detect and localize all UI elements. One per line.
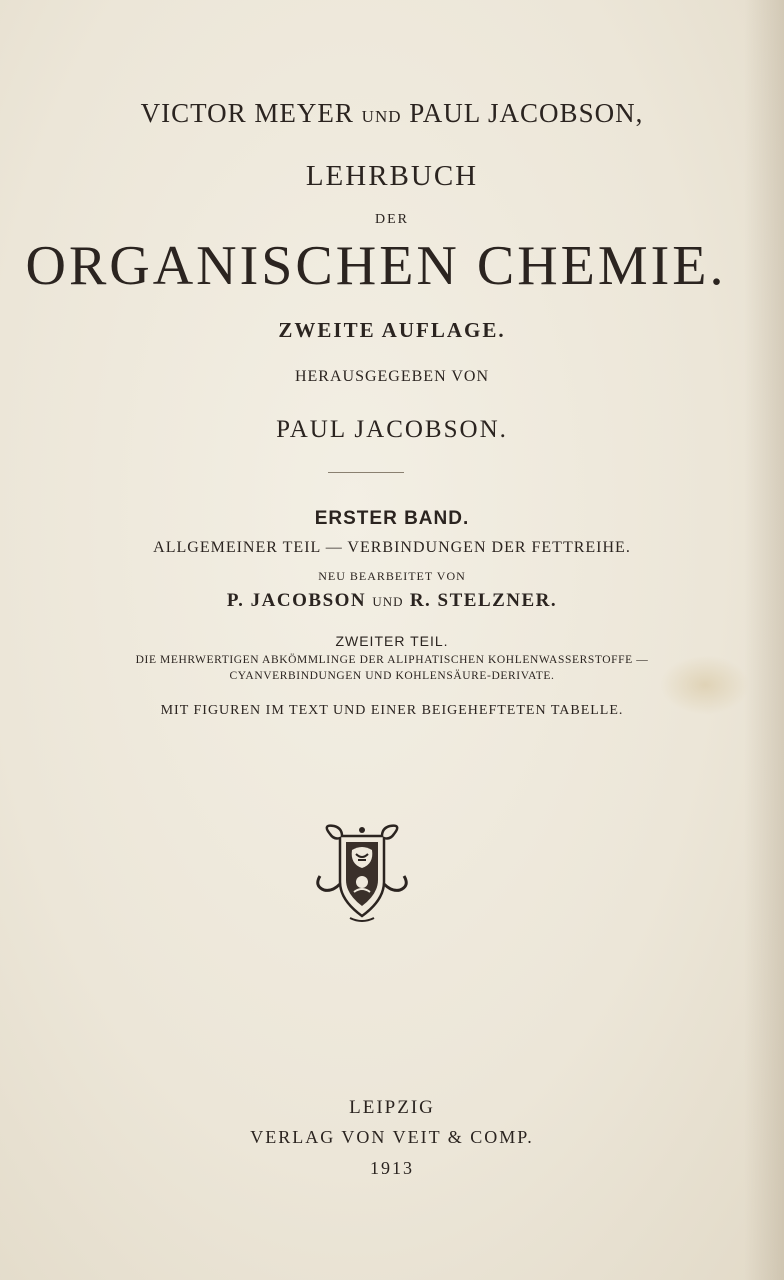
publication-year: 1913 <box>370 1158 414 1178</box>
volume-subtitle: ALLGEMEINER TEIL — VERBINDUNGEN DER FETTREIHE. <box>153 539 631 556</box>
part-description-line-1: DIE MEHRWERTIGEN ABKÖMMLINGE DER ALIPHATISCHEN KOHLENWASSERSTOFFE — <box>135 654 649 666</box>
editor-name: PAUL JACOBSON. <box>276 416 508 443</box>
part-description-line-2: CYANVERBINDUNGEN UND KOHLENSÄURE-DERIVATE. <box>229 670 555 682</box>
coauthors-conjunction: UND <box>372 594 404 609</box>
der-article: DER <box>375 212 409 227</box>
part-heading: ZWEITER TEIL. <box>335 633 449 649</box>
volume-heading: ERSTER BAND. <box>314 508 470 529</box>
main-title: ORGANISCHEN CHEMIE. <box>25 235 727 297</box>
coauthor-jacobson: P. JACOBSON <box>226 590 367 611</box>
divider-rule <box>328 472 404 473</box>
coauthor-stelzner: R. STELZNER. <box>409 590 558 611</box>
publisher-name: VERLAG VON VEIT & COMP. <box>250 1127 534 1147</box>
authors-line <box>0 98 784 129</box>
lehrbuch-heading: LEHRBUCH <box>305 160 479 192</box>
publisher-emblem-icon <box>312 820 412 926</box>
edition-line: ZWEITE AUFLAGE. <box>278 318 506 342</box>
author-paul-jacobson: PAUL JACOBSON, <box>409 98 644 128</box>
revised-by-line: NEU BEARBEITET VON <box>318 569 466 583</box>
authors-conjunction: UND <box>361 107 402 126</box>
figures-note: MIT FIGUREN IM TEXT UND EINER BEIGEHEFTETEN TABELLE. <box>160 703 624 718</box>
author-victor-meyer: VICTOR MEYER <box>140 98 354 128</box>
publication-place: LEIPZIG <box>349 1097 435 1118</box>
coauthors-line <box>0 590 784 612</box>
edited-by-line: HERAUSGEGEBEN VON <box>294 368 490 385</box>
